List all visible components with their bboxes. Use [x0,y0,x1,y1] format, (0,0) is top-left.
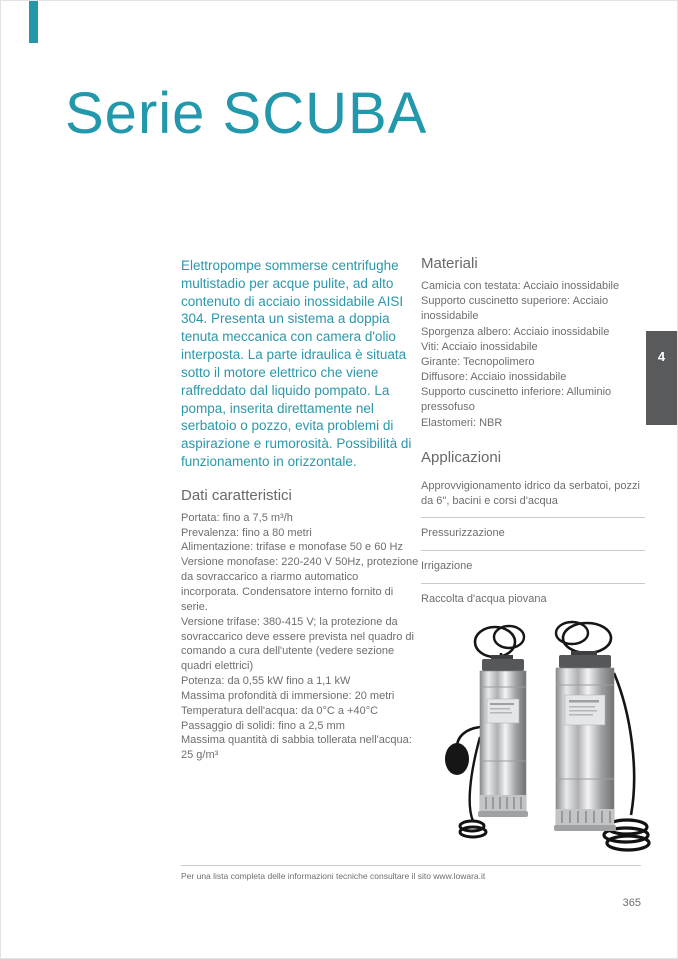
page-number: 365 [622,897,641,909]
section-tab-number: 4 [657,349,666,364]
material-item: Viti: Acciaio inossidabile [421,340,538,353]
divider [421,517,645,518]
spec-item: Potenza: da 0,55 kW fino a 1,1 kW [181,675,351,688]
material-item: Supporto cuscinetto superiore: Acciaio inossidabile [421,295,609,323]
pumps-illustration [423,609,661,861]
footer-divider [181,865,641,866]
section-heading-applicazioni: Applicazioni [421,448,502,466]
material-item: Camicia con testata: Acciaio inossidabile [421,280,620,292]
material-item: Diffusore: Acciaio inossidabile [421,371,567,384]
section-tab [646,331,677,425]
left-column [181,257,419,763]
spec-item: Massima profondità di immersione: 20 metri [181,689,395,702]
application-item: Raccolta d'acqua piovana [421,593,547,606]
spec-item: Versione monofase: 220-240 V 50Hz, protezione da sovraccarico a riarmo automatico incorporata. Condensatore interno fornito di serie. [181,556,419,613]
application-item: Pressurizzazione [421,527,505,540]
application-item: Irrigazione [421,560,473,573]
spec-item: Prevalenza: fino a 80 metri [181,526,312,539]
right-column [421,255,645,614]
section-heading-materiali: Materiali [421,255,478,272]
material-item: Elastomeri: NBR [421,416,503,429]
materials-list [421,279,645,431]
divider [421,550,645,551]
footer-note: Per una lista completa delle informazioni tecniche consultare il sito www.lowara.it [181,871,486,881]
material-item: Sporgenza albero: Acciaio inossidabile [421,325,610,338]
material-item: Supporto cuscinetto inferiore: Alluminio pressofuso [421,386,612,414]
spec-item: Alimentazione: trifase e monofase 50 e 60 Hz [181,541,403,554]
spec-item: Portata: fino a 7,5 m³/h [181,511,293,524]
application-item: Approvvigionamento idrico da serbatoi, pozzi da 6", bacini e corsi d'acqua [421,479,640,507]
page-title: Serie SCUBA [65,80,428,146]
spec-item: Versione trifase: 380-415 V; la protezione da sovraccarico deve essere prevista nel quadro di comando a cura dell'utente (vedere sezione quadri elettrici) [181,615,414,673]
product-description: Elettropompe sommerse centrifughe multistadio per acque pulite, ad alto contenuto di acciaio inossidabile AISI 304. Presenta un sistema a doppia tenuta meccanica con camera d'olio interposta. La parte idraulica è situata sotto il motore elettrico che viene raffreddato dal liquido pompato. La pompa, inserita direttamente nel serbatoio o pozzo, evita problemi di aspirazione e rumorosità. Possibilità di funzionamento in orizzontale. [181,258,412,469]
spec-item: Massima quantità di sabbia tollerata nell'acqua: 25 g/m³ [181,734,412,762]
divider [421,583,645,584]
section-heading-dati: Dati caratteristici [181,486,292,504]
applications-block [421,449,645,614]
spec-item: Temperatura dell'acqua: da 0°C a +40°C [181,704,379,717]
product-photo-submersible-pumps [423,609,661,861]
material-item: Girante: Tecnopolimero [421,355,535,368]
spec-item: Passaggio di solidi: fino a 2,5 mm [181,719,345,732]
accent-corner-mark [29,1,38,43]
spec-list [181,511,419,763]
